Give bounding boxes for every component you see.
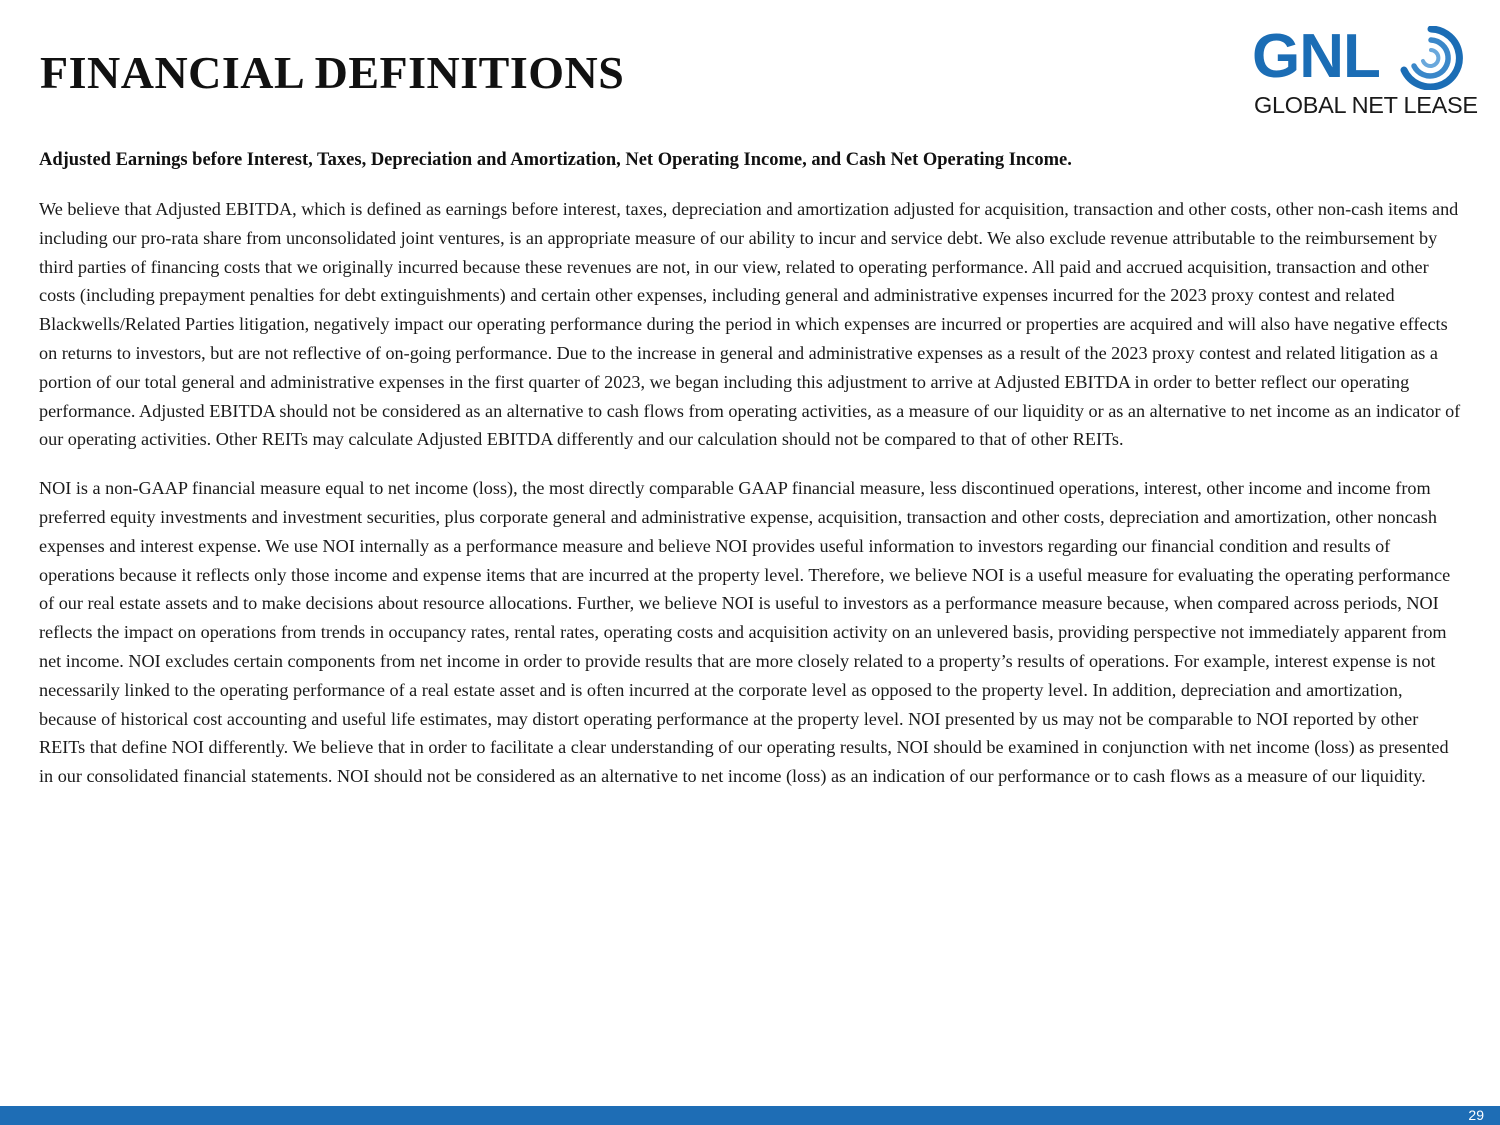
- main-content: [39, 148, 1461, 811]
- logo-tagline: GLOBAL NET LEASE: [1254, 92, 1478, 118]
- page-number: 29: [1468, 1107, 1484, 1123]
- page-title: FINANCIAL DEFINITIONS: [40, 47, 625, 98]
- adjusted-ebitda-paragraph: We believe that Adjusted EBITDA, which is defined as earnings before interest, taxes, depreciation and amortization adjusted for acquisition, transaction and other costs, other non-cash items and including our pro-rata share from unconsolidated joint ventures, is an appropriate measure of our ability to incur and service debt. We also exclude revenue attributable to the reimbursement by third parties of financing costs that we originally incurred because these revenues are not, in our view, related to operating performance. All paid and accrued acquisition, transaction and other costs (including prepayment penalties for debt extinguishments) and certain other expenses, including general and administrative expenses incurred for the 2023 proxy contest and related Blackwells/Related Parties litigation, negatively impact our operating performance during the period in which expenses are incurred or properties are acquired and will also have negative effects on returns to investors, but are not reflective of on-going performance. Due to the increase in general and administrative expenses as a result of the 2023 proxy contest and related litigation as a portion of our total general and administrative expenses in the first quarter of 2023, we began including this adjustment to arrive at Adjusted EBITDA in order to better reflect our operating performance. Adjusted EBITDA should not be considered as an alternative to cash flows from operating activities, as a measure of our liquidity or as an alternative to net income as an indicator of our operating activities. Other REITs may calculate Adjusted EBITDA differently and our calculation should not be compared to that of other REITs.: [39, 198, 1461, 450]
- section-heading: Adjusted Earnings before Interest, Taxes, Depreciation and Amortization, Net Operating Income, and Cash Net Operating Income.: [39, 150, 1072, 170]
- logo-wordmark: GNL: [1252, 22, 1380, 91]
- swirl-logo-icon: [1398, 26, 1464, 90]
- noi-paragraph: NOI is a non-GAAP financial measure equal to net income (loss), the most directly comparable GAAP financial measure, less discontinued operations, interest, other income and income from preferred equity investments and investment securities, plus corporate general and administrative expense, acquisition, transaction and other costs, depreciation and amortization, other noncash expenses and interest expense. We use NOI internally as a performance measure and believe NOI provides useful information to investors regarding our financial condition and results of operations because it reflects only those income and expense items that are incurred at the property level. Therefore, we believe NOI is a useful measure for evaluating the operating performance of our real estate assets and to make decisions about resource allocations. Further, we believe NOI is useful to investors as a performance measure because, when compared across periods, NOI reflects the impact on operations from trends in occupancy rates, rental rates, operating costs and acquisition activity on an unlevered basis, providing perspective not immediately apparent from net income. NOI excludes certain components from net income in order to provide results that are more closely related to a property’s results of operations. For example, interest expense is not necessarily linked to the operating performance of a real estate asset and is often incurred at the corporate level as opposed to the property level. In addition, depreciation and amortization, because of historical cost accounting and useful life estimates, may distort operating performance at the property level. NOI presented by us may not be comparable to NOI reported by other REITs that define NOI differently. We believe that in order to facilitate a clear understanding of our operating results, NOI should be examined in conjunction with net income (loss) as presented in our consolidated financial statements. NOI should not be considered as an alternative to net income (loss) as an indication of our performance or to cash flows as a measure of our liquidity.: [39, 478, 1451, 787]
- footer-bar: [0, 1106, 1500, 1125]
- company-logo: [1252, 22, 1478, 122]
